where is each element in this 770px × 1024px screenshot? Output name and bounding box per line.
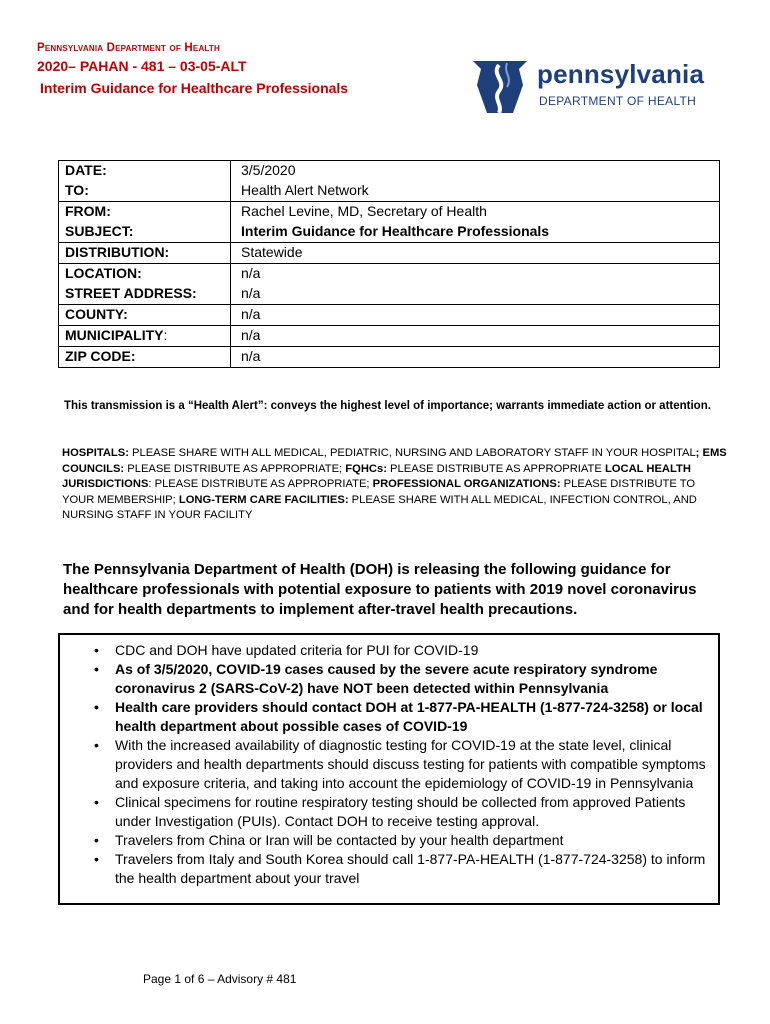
table-row: [59, 202, 720, 243]
table-row: [59, 264, 720, 305]
bullet-icon: •: [94, 699, 99, 715]
county-value: n/a: [241, 306, 261, 322]
list-item: [60, 660, 710, 698]
municipality-label-wrap: [65, 326, 230, 346]
zip-label: ZIP CODE:: [65, 348, 136, 364]
subject-label: SUBJECT:: [65, 223, 134, 239]
fqhc-label: FQHCs:: [345, 462, 387, 475]
table-row: [59, 326, 720, 347]
distribution-label: DISTRIBUTION:: [65, 244, 170, 260]
ltc-text: PLEASE SHARE WITH ALL MEDICAL, INFECTION CONTROL, AND NURSING STAFF IN YOUR FACILITY: [62, 493, 697, 522]
bullet-text: Health care providers should contact DOH at 1-877-PA-HEALTH (1-877-724-3258) or local health department about possible cases of COVID-19: [115, 699, 703, 734]
department-name: Pennsylvania Department of Health: [37, 42, 220, 54]
bullet-icon: •: [94, 794, 99, 810]
bullet-text: Clinical specimens for routine respiratory testing should be collected from approved Patients under Investigation (PUIs). Contact DOH to receive testing approval.: [115, 794, 686, 829]
intro-paragraph: The Pennsylvania Department of Health (DOH) is releasing the following guidance for healthcare professionals with potential exposure to patients with 2019 novel coronavirus and for health departments to implement after-travel health precautions.: [63, 561, 697, 618]
location-label: LOCATION:: [65, 265, 142, 281]
key-points-box: [58, 633, 720, 905]
logo-tagline: DEPARTMENT OF HEALTH: [539, 94, 697, 108]
table-row: [59, 243, 720, 264]
bullet-icon: •: [94, 737, 99, 753]
bullet-text: With the increased availability of diagnostic testing for COVID-19 at the state level, clinical providers and health departments should discuss testing for patients with compatible symptoms and exposure criteria, and taking into account the epidemiology of COVID-19 in Pennsylvania: [115, 737, 706, 791]
key-points-list: [60, 641, 710, 888]
ems-text: PLEASE DISTRIBUTE AS APPROPRIATE;: [124, 462, 346, 475]
transmission-note: This transmission is a “Health Alert”: conveys the highest level of importance; warrants immediate action or attention.: [64, 400, 711, 412]
municipality-colon: :: [163, 327, 168, 343]
distribution-value: Statewide: [241, 244, 303, 260]
hospitals-text: PLEASE SHARE WITH ALL MEDICAL, PEDIATRIC, NURSING AND LABORATORY STAFF IN YOUR HOSPITAL: [128, 447, 696, 459]
pa-doh-logo: [469, 55, 705, 117]
table-row: [59, 305, 720, 326]
bullet-icon: •: [94, 851, 99, 867]
bullet-text: Travelers from Italy and South Korea should call 1-877-PA-HEALTH (1-877-724-3258) to inform the health department about your travel: [115, 851, 706, 886]
bullet-icon: •: [94, 642, 99, 658]
distribution-instructions: [62, 446, 730, 524]
to-value: Health Alert Network: [241, 182, 369, 198]
date-value: 3/5/2020: [241, 162, 296, 178]
municipality-label: MUNICIPALITY: [65, 327, 164, 343]
location-value: n/a: [241, 265, 261, 281]
from-label: FROM:: [65, 203, 111, 219]
advisory-subtitle: Interim Guidance for Healthcare Professionals: [40, 80, 349, 96]
hospitals-label: HOSPITALS:: [62, 447, 129, 459]
lhj-text: : PLEASE DISTRIBUTE AS APPROPRIATE;: [148, 478, 373, 491]
list-item: [60, 641, 710, 660]
ems-label: ; EMS COUNCILS:: [62, 447, 727, 475]
advisory-id: 2020– PAHAN - 481 – 03-05-ALT: [37, 58, 247, 74]
prof-label: PROFESSIONAL ORGANIZATIONS:: [372, 478, 561, 491]
list-item: [60, 793, 710, 831]
bullet-icon: •: [94, 832, 99, 848]
bullet-text: As of 3/5/2020, COVID-19 cases caused by the severe acute respiratory syndrome coronavirus 2 (SARS-CoV-2) have NOT been detected within Pennsylvania: [115, 661, 658, 696]
ltc-label: LONG-TERM CARE FACILITIES:: [178, 493, 349, 506]
to-label: TO:: [65, 182, 89, 198]
zip-value: n/a: [241, 348, 261, 364]
from-value: Rachel Levine, MD, Secretary of Health: [241, 203, 487, 219]
fqhc-text: PLEASE DISTRIBUTE AS APPROPRIATE: [386, 462, 605, 475]
keystone-icon: [469, 55, 531, 117]
municipality-value: n/a: [241, 327, 261, 343]
list-item: [60, 831, 710, 850]
table-row: [59, 347, 720, 368]
prof-text: PLEASE DISTRIBUTE TO YOUR MEMBERSHIP;: [62, 478, 696, 506]
list-item: [60, 736, 710, 793]
street-label: STREET ADDRESS:: [65, 285, 197, 301]
street-value: n/a: [241, 285, 261, 301]
page-footer: Page 1 of 6 – Advisory # 481: [143, 972, 297, 986]
bullet-text: CDC and DOH have updated criteria for PUI for COVID-19: [115, 642, 479, 658]
logo-wordmark: pennsylvania: [537, 59, 705, 89]
alert-info-table: [58, 160, 720, 368]
list-item: [60, 698, 710, 736]
county-label: COUNTY:: [65, 306, 128, 322]
date-label: DATE:: [65, 162, 107, 178]
bullet-text: Travelers from China or Iran will be contacted by your health department: [115, 832, 564, 848]
lhj-label: LOCAL HEALTH JURISDICTIONS: [62, 462, 691, 491]
subject-value: Interim Guidance for Healthcare Professionals: [241, 223, 550, 239]
list-item: [60, 850, 710, 888]
table-row: [59, 161, 720, 202]
bullet-icon: •: [94, 661, 99, 677]
